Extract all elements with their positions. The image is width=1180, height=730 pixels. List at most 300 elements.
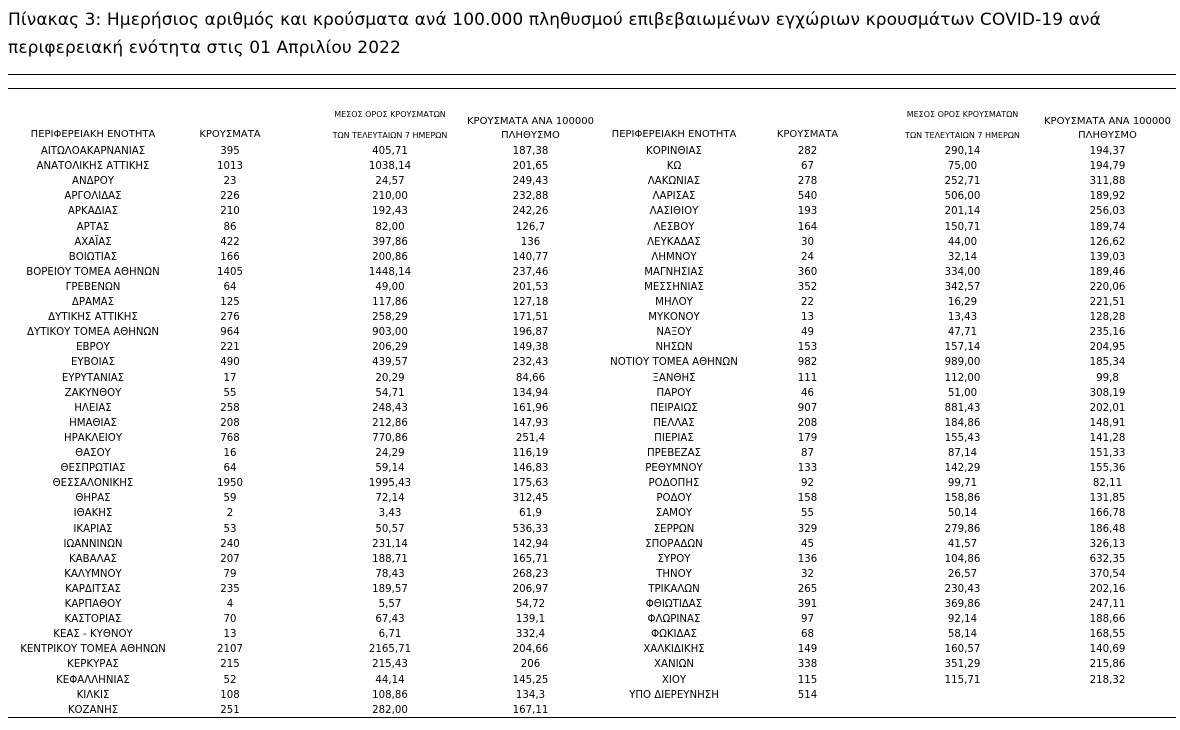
- cases-cell: 4: [226, 599, 234, 610]
- region-cell: ΚΕΝΤΡΙΚΟΥ ΤΟΜΕΑ ΑΘΗΝΩΝ: [20, 644, 166, 656]
- avg-cell: 212,86: [372, 417, 408, 429]
- cases-cell: 208: [797, 417, 818, 429]
- region-cell: ΘΗΡΑΣ: [75, 493, 111, 505]
- header-region-right: ΠΕΡΙΦΕΡΕΙΑΚΗ ΕΝΟΤΗΤΑ: [611, 129, 737, 140]
- cases-cell: 166: [220, 251, 240, 263]
- table-row: [0, 627, 1180, 642]
- cases-cell: 193: [797, 206, 818, 218]
- cases-cell: 108: [220, 689, 240, 701]
- per100k-cell: 128,28: [1089, 312, 1126, 324]
- per100k-cell: 201,53: [512, 281, 549, 293]
- avg-cell: 108,86: [372, 689, 408, 701]
- table-row: [0, 235, 1180, 250]
- table-row: [0, 491, 1180, 506]
- region-cell: ΑΝΑΤΟΛΙΚΗΣ ΑΤΤΙΚΗΣ: [36, 161, 150, 173]
- table-row: [0, 355, 1180, 370]
- avg-cell: 1038,14: [368, 161, 412, 173]
- header-avg-right-1: ΜΕΣΟΣ ΟΡΟΣ ΚΡΟΥΣΜΑΤΩΝ: [906, 110, 1019, 119]
- avg-cell: 117,86: [372, 297, 408, 308]
- table-row: [0, 597, 1180, 612]
- table-row: [0, 461, 1180, 476]
- per100k-cell: 204,66: [512, 644, 549, 656]
- table-row: [0, 159, 1180, 174]
- table-row: [0, 144, 1180, 159]
- cases-cell: 258: [220, 402, 240, 414]
- avg-cell: 26,57: [947, 568, 978, 580]
- region-cell: ΡΕΘΥΜΝΟΥ: [645, 463, 703, 475]
- per100k-cell: 165,71: [512, 553, 549, 565]
- region-cell: ΦΘΙΩΤΙΔΑΣ: [645, 599, 703, 610]
- cases-cell: 964: [220, 327, 240, 339]
- region-cell: ΚΑΡΠΑΘΟΥ: [64, 599, 122, 610]
- cases-cell: 1950: [217, 478, 243, 490]
- table-row: [0, 280, 1180, 295]
- table-row: [0, 401, 1180, 416]
- region-cell: ΙΚΑΡΙΑΣ: [73, 523, 113, 535]
- avg-cell: 903,00: [372, 327, 408, 339]
- table-row: [0, 537, 1180, 552]
- cases-cell: 32: [801, 568, 814, 580]
- region-cell: ΡΟΔΟΥ: [656, 493, 692, 505]
- table-row: [0, 688, 1180, 703]
- region-cell: ΑΧΑΪΑΣ: [74, 236, 112, 248]
- region-cell: ΚΙΛΚΙΣ: [76, 689, 110, 701]
- cases-cell: 982: [797, 357, 818, 369]
- region-cell: ΧΑΛΚΙΔΙΚΗΣ: [643, 644, 705, 656]
- per100k-cell: 155,36: [1089, 463, 1126, 475]
- cases-cell: 490: [220, 357, 240, 369]
- region-cell: ΤΡΙΚΑΛΩΝ: [648, 583, 700, 595]
- region-cell: ΑΡΤΑΣ: [76, 221, 110, 233]
- avg-cell: 67,43: [375, 614, 405, 626]
- region-cell: ΣΕΡΡΩΝ: [653, 523, 695, 535]
- avg-cell: 989,00: [944, 357, 981, 369]
- per100k-cell: 202,16: [1089, 583, 1126, 595]
- region-cell: ΛΑΣΙΘΙΟΥ: [649, 206, 699, 218]
- cases-cell: 395: [220, 146, 240, 157]
- cases-cell: 17: [223, 372, 237, 384]
- avg-cell: 160,57: [944, 644, 981, 656]
- per100k-cell: 140,69: [1089, 644, 1126, 656]
- per100k-cell: 202,01: [1089, 402, 1126, 414]
- avg-cell: 157,14: [944, 342, 981, 354]
- avg-cell: 112,00: [944, 372, 981, 384]
- header-rule: [8, 88, 1176, 89]
- region-cell: ΒΟΡΕΙΟΥ ΤΟΜΕΑ ΑΘΗΝΩΝ: [26, 266, 160, 278]
- top-rule: [8, 74, 1176, 75]
- avg-cell: 54,71: [375, 387, 405, 399]
- region-cell: ΗΜΑΘΙΑΣ: [69, 417, 117, 429]
- cases-cell: 907: [797, 402, 818, 414]
- header-per100k-left-2: ΠΛΗΘΥΣΜΟ: [501, 130, 560, 141]
- cases-cell: 79: [223, 568, 237, 580]
- header-avg-left-1: ΜΕΣΟΣ ΟΡΟΣ ΚΡΟΥΣΜΑΤΩΝ: [334, 110, 446, 119]
- region-cell: ΧΑΝΙΩΝ: [654, 659, 694, 671]
- cases-cell: 97: [801, 614, 814, 626]
- region-cell: ΛΕΣΒΟΥ: [653, 221, 695, 233]
- per100k-cell: 196,87: [512, 327, 549, 339]
- region-cell: ΧΙΟΥ: [661, 674, 687, 686]
- cases-cell: 59: [223, 493, 237, 505]
- cases-cell: 226: [220, 191, 240, 203]
- cases-cell: 46: [801, 387, 814, 399]
- region-cell: ΖΑΚΥΝΘΟΥ: [64, 387, 122, 399]
- cases-cell: 55: [801, 508, 814, 520]
- header-cases-right: ΚΡΟΥΣΜΑΤΑ: [776, 129, 839, 140]
- per100k-cell: 127,18: [512, 297, 549, 308]
- avg-cell: 16,29: [947, 297, 978, 308]
- per100k-cell: 312,45: [512, 493, 549, 505]
- cases-cell: 265: [797, 583, 818, 595]
- region-cell: ΚΑΡΔΙΤΣΑΣ: [65, 583, 121, 595]
- cases-cell: 514: [797, 689, 818, 701]
- cases-cell: 768: [220, 432, 240, 444]
- cases-cell: 68: [801, 629, 814, 641]
- header-avg-right-2: ΤΩΝ ΤΕΛΕΥΤΑΙΩΝ 7 ΗΜΕΡΩΝ: [905, 131, 1020, 140]
- cases-cell: 67: [801, 161, 814, 173]
- cases-cell: 92: [801, 478, 814, 490]
- avg-cell: 188,71: [372, 553, 408, 565]
- region-cell: ΦΛΩΡΙΝΑΣ: [647, 614, 701, 626]
- region-cell: ΒΟΙΩΤΙΑΣ: [68, 251, 118, 263]
- avg-cell: 290,14: [944, 146, 981, 157]
- avg-cell: 230,43: [944, 583, 981, 595]
- per100k-cell: 326,13: [1089, 538, 1126, 550]
- avg-cell: 1995,43: [368, 478, 412, 490]
- avg-cell: 258,29: [372, 312, 408, 324]
- region-cell: ΑΙΤΩΛΟΑΚΑΡΝΑΝΙΑΣ: [40, 146, 146, 157]
- avg-cell: 24,29: [375, 448, 405, 459]
- region-cell: ΛΑΚΩΝΙΑΣ: [647, 176, 701, 188]
- per100k-cell: 141,28: [1089, 432, 1126, 444]
- table-row: [0, 416, 1180, 431]
- per100k-cell: 370,54: [1089, 568, 1126, 580]
- cases-cell: 87: [801, 448, 814, 459]
- avg-cell: 72,14: [375, 493, 405, 505]
- per100k-cell: 308,19: [1089, 387, 1126, 399]
- per100k-cell: 206,97: [512, 583, 549, 595]
- avg-cell: 231,14: [372, 538, 408, 550]
- per100k-cell: 268,23: [512, 568, 549, 580]
- region-cell: ΛΕΥΚΑΔΑΣ: [647, 236, 701, 248]
- avg-cell: 200,86: [372, 251, 408, 263]
- region-cell: ΚΑΛΥΜΝΟΥ: [64, 568, 122, 580]
- per100k-cell: 186,48: [1089, 523, 1126, 535]
- cases-cell: 149: [797, 644, 818, 656]
- cases-cell: 55: [223, 387, 237, 399]
- table-row: [0, 506, 1180, 521]
- avg-cell: 142,29: [944, 463, 981, 475]
- avg-cell: 32,14: [947, 251, 978, 263]
- per100k-cell: 206: [520, 659, 541, 671]
- region-cell: ΚΟΖΑΝΗΣ: [67, 704, 119, 716]
- header-per100k-right-1: ΚΡΟΥΣΜΑΤΑ ΑΝΑ 100000: [1044, 116, 1171, 127]
- cases-cell: 164: [797, 221, 818, 233]
- avg-cell: 279,86: [944, 523, 981, 535]
- cases-cell: 30: [801, 236, 814, 248]
- avg-cell: 51,00: [947, 387, 978, 399]
- cases-cell: 86: [223, 221, 237, 233]
- avg-cell: 58,14: [947, 629, 978, 641]
- table-row: [0, 386, 1180, 401]
- per100k-cell: 84,66: [515, 372, 546, 384]
- cases-cell: 64: [223, 281, 237, 293]
- avg-cell: 44,00: [947, 236, 978, 248]
- avg-cell: 155,43: [944, 432, 981, 444]
- avg-cell: 3,43: [378, 508, 402, 520]
- per100k-cell: 134,94: [512, 387, 549, 399]
- per100k-cell: 61,9: [519, 508, 542, 520]
- table-row: [0, 340, 1180, 355]
- table-row: [0, 552, 1180, 567]
- cases-cell: 540: [797, 191, 818, 203]
- region-cell: ΚΑΒΑΛΑΣ: [69, 553, 117, 565]
- region-cell: ΝΑΞΟΥ: [656, 327, 692, 339]
- per100k-cell: 136: [520, 236, 541, 248]
- avg-cell: 20,29: [375, 372, 405, 384]
- cases-cell: 1013: [217, 161, 243, 173]
- region-cell: ΙΘΑΚΗΣ: [73, 508, 113, 520]
- per100k-cell: 126,7: [515, 221, 546, 233]
- per100k-cell: 189,74: [1089, 221, 1126, 233]
- cases-cell: 179: [797, 432, 818, 444]
- region-cell: ΔΥΤΙΚΗΣ ΑΤΤΙΚΗΣ: [48, 312, 138, 324]
- avg-cell: 115,71: [944, 674, 981, 686]
- table-row: [0, 673, 1180, 688]
- table-row: [0, 189, 1180, 204]
- avg-cell: 184,86: [944, 417, 981, 429]
- avg-cell: 210,00: [372, 191, 408, 203]
- avg-cell: 44,14: [375, 674, 405, 686]
- region-cell: ΑΡΚΑΔΙΑΣ: [67, 206, 119, 218]
- cases-cell: 2107: [217, 644, 243, 656]
- region-cell: ΘΕΣΣΑΛΟΝΙΚΗΣ: [52, 478, 134, 490]
- cases-cell: 422: [220, 236, 240, 248]
- per100k-cell: 185,34: [1089, 357, 1126, 369]
- header-region-left: ΠΕΡΙΦΕΡΕΙΑΚΗ ΕΝΟΤΗΤΑ: [30, 129, 156, 140]
- per100k-cell: 148,91: [1089, 417, 1126, 429]
- region-cell: ΚΩ: [666, 161, 682, 173]
- per100k-cell: 311,88: [1089, 176, 1126, 188]
- header-cases-left: ΚΡΟΥΣΜΑΤΑ: [199, 129, 261, 140]
- avg-cell: 770,86: [372, 432, 408, 444]
- per100k-cell: 171,51: [512, 312, 549, 324]
- per100k-cell: 194,79: [1089, 161, 1126, 173]
- region-cell: ΙΩΑΝΝΙΝΩΝ: [63, 538, 123, 550]
- per100k-cell: 175,63: [512, 478, 549, 490]
- avg-cell: 92,14: [947, 614, 978, 626]
- per100k-cell: 168,55: [1089, 629, 1126, 641]
- cases-cell: 338: [797, 659, 818, 671]
- cases-cell: 153: [797, 342, 818, 354]
- cases-cell: 215: [220, 659, 240, 671]
- avg-cell: 41,57: [947, 538, 978, 550]
- region-cell: ΔΡΑΜΑΣ: [71, 297, 115, 308]
- table-row: [0, 476, 1180, 491]
- avg-cell: 82,00: [375, 221, 405, 233]
- cases-cell: 210: [220, 206, 240, 218]
- cases-cell: 1405: [217, 266, 243, 278]
- per100k-cell: 632,35: [1089, 553, 1126, 565]
- per100k-cell: 256,03: [1089, 206, 1126, 218]
- per100k-cell: 145,25: [512, 674, 549, 686]
- avg-cell: 405,71: [372, 146, 408, 157]
- per100k-cell: 204,95: [1089, 342, 1126, 354]
- region-cell: ΠΙΕΡΙΑΣ: [654, 432, 694, 444]
- cases-cell: 115: [797, 674, 818, 686]
- per100k-cell: 140,77: [512, 251, 549, 263]
- cases-cell: 16: [223, 448, 237, 459]
- cases-cell: 70: [223, 614, 237, 626]
- per100k-cell: 194,37: [1089, 146, 1126, 157]
- region-cell: ΚΟΡΙΝΘΙΑΣ: [646, 146, 702, 157]
- avg-cell: 881,43: [944, 402, 981, 414]
- per100k-cell: 99,8: [1096, 372, 1119, 384]
- region-cell: ΠΕΙΡΑΙΩΣ: [650, 402, 698, 414]
- table-row: [0, 703, 1180, 718]
- cases-cell: 278: [797, 176, 818, 188]
- per100k-cell: 116,19: [512, 448, 549, 459]
- region-cell: ΜΥΚΟΝΟΥ: [648, 312, 700, 324]
- cases-cell: 23: [223, 176, 237, 188]
- per100k-cell: 161,96: [512, 402, 549, 414]
- cases-cell: 13: [801, 312, 814, 324]
- cases-cell: 276: [220, 312, 240, 324]
- avg-cell: 47,71: [947, 327, 978, 339]
- avg-cell: 282,00: [372, 704, 408, 716]
- table-row: [0, 657, 1180, 672]
- avg-cell: 506,00: [944, 191, 981, 203]
- avg-cell: 201,14: [944, 206, 981, 218]
- avg-cell: 150,71: [944, 221, 981, 233]
- cases-cell: 208: [220, 417, 240, 429]
- header-per100k-right-2: ΠΛΗΘΥΣΜΟ: [1078, 130, 1137, 141]
- cases-cell: 352: [797, 281, 818, 293]
- table-row: [0, 310, 1180, 325]
- region-cell: ΔΥΤΙΚΟΥ ΤΟΜΕΑ ΑΘΗΝΩΝ: [27, 327, 159, 339]
- per100k-cell: 332,4: [515, 629, 546, 641]
- avg-cell: 215,43: [372, 659, 408, 671]
- cases-cell: 22: [801, 297, 814, 308]
- avg-cell: 24,57: [375, 176, 405, 188]
- region-cell: ΕΒΡΟΥ: [76, 342, 110, 354]
- cases-cell: 158: [797, 493, 818, 505]
- avg-cell: 2165,71: [368, 644, 412, 656]
- per100k-cell: 232,43: [512, 357, 549, 369]
- per100k-cell: 142,94: [512, 538, 549, 550]
- avg-cell: 6,71: [378, 629, 402, 641]
- region-cell: ΚΑΣΤΟΡΙΑΣ: [64, 614, 122, 626]
- cases-cell: 2: [226, 508, 234, 520]
- per100k-cell: 251,4: [515, 432, 546, 444]
- avg-cell: 439,57: [372, 357, 408, 369]
- region-cell: ΤΗΝΟΥ: [656, 568, 692, 580]
- table-row: [0, 431, 1180, 446]
- cases-cell: 240: [220, 538, 240, 550]
- avg-cell: 87,14: [947, 448, 978, 459]
- avg-cell: 99,71: [947, 478, 978, 490]
- per100k-cell: 139,03: [1089, 251, 1126, 263]
- per100k-cell: 201,65: [512, 161, 549, 173]
- avg-cell: 75,00: [947, 161, 978, 173]
- per100k-cell: 215,86: [1089, 659, 1126, 671]
- per100k-cell: 235,16: [1089, 327, 1126, 339]
- table-row: [0, 325, 1180, 340]
- cases-cell: 207: [220, 553, 240, 565]
- header-avg-left-2: ΤΩΝ ΤΕΛΕΥΤΑΙΩΝ 7 ΗΜΕΡΩΝ: [332, 131, 448, 140]
- region-cell: ΝΗΣΩΝ: [655, 342, 693, 354]
- region-cell: ΗΛΕΙΑΣ: [74, 402, 112, 414]
- cases-cell: 125: [220, 297, 240, 308]
- cases-cell: 391: [797, 599, 818, 610]
- region-cell: ΠΕΛΛΑΣ: [653, 417, 695, 429]
- table-row: [0, 642, 1180, 657]
- per100k-cell: 151,33: [1089, 448, 1126, 459]
- avg-cell: 248,43: [372, 402, 408, 414]
- table-row: [0, 295, 1180, 310]
- per100k-cell: 187,38: [512, 146, 549, 157]
- cases-cell: 235: [220, 583, 240, 595]
- avg-cell: 158,86: [944, 493, 981, 505]
- table-row: [0, 371, 1180, 386]
- cases-cell: 251: [220, 704, 240, 716]
- cases-cell: 133: [797, 463, 818, 475]
- per100k-cell: 146,83: [512, 463, 549, 475]
- region-cell: ΑΡΓΟΛΙΔΑΣ: [64, 191, 122, 203]
- cases-cell: 53: [223, 523, 237, 535]
- table-row: [0, 582, 1180, 597]
- region-cell: ΕΥΒΟΙΑΣ: [70, 357, 116, 369]
- per100k-cell: 232,88: [512, 191, 549, 203]
- per100k-cell: 131,85: [1089, 493, 1126, 505]
- region-cell: ΡΟΔΟΠΗΣ: [648, 478, 700, 490]
- region-cell: ΘΕΣΠΡΩΤΙΑΣ: [60, 463, 126, 475]
- table-row: [0, 204, 1180, 219]
- avg-cell: 50,57: [375, 523, 405, 535]
- avg-cell: 49,00: [375, 281, 405, 293]
- per100k-cell: 147,93: [512, 417, 549, 429]
- per100k-cell: 166,78: [1089, 508, 1126, 520]
- cases-cell: 111: [797, 372, 818, 384]
- region-cell: ΠΡΕΒΕΖΑΣ: [646, 448, 702, 459]
- avg-cell: 369,86: [944, 599, 981, 610]
- region-cell: ΚΕΡΚΥΡΑΣ: [67, 659, 119, 671]
- header-per100k-left-1: ΚΡΟΥΣΜΑΤΑ ΑΝΑ 100000: [467, 116, 594, 127]
- bottom-rule: [8, 717, 1176, 718]
- region-cell: ΜΕΣΣΗΝΙΑΣ: [644, 281, 704, 293]
- avg-cell: 104,86: [944, 553, 981, 565]
- table-row: [0, 265, 1180, 280]
- per100k-cell: 139,1: [515, 614, 546, 626]
- region-cell: ΛΗΜΝΟΥ: [651, 251, 697, 263]
- table-row: [0, 220, 1180, 235]
- region-cell: ΜΑΓΝΗΣΙΑΣ: [644, 266, 704, 278]
- region-cell: ΝΟΤΙΟΥ ΤΟΜΕΑ ΑΘΗΝΩΝ: [610, 357, 738, 369]
- table-title: Πίνακας 3: Ημερήσιος αριθμός και κρούσματα ανά 100.000 πληθυσμού επιβεβαιωμένων εγχώριων κρουσμάτων COVID-19 ανά περιφερειακή ενότητα στις 01 Απριλίου 2022: [8, 10, 1101, 58]
- per100k-cell: 189,92: [1089, 191, 1126, 203]
- region-cell: ΞΑΝΘΗΣ: [652, 372, 696, 384]
- avg-cell: 252,71: [944, 176, 981, 188]
- per100k-cell: 218,32: [1089, 674, 1126, 686]
- cases-cell: 45: [801, 538, 814, 550]
- avg-cell: 13,43: [947, 312, 978, 324]
- cases-cell: 221: [220, 342, 240, 354]
- region-cell: ΣΥΡΟΥ: [657, 553, 691, 565]
- per100k-cell: 126,62: [1089, 236, 1126, 248]
- per100k-cell: 249,43: [512, 176, 549, 188]
- avg-cell: 342,57: [944, 281, 981, 293]
- avg-cell: 78,43: [375, 568, 405, 580]
